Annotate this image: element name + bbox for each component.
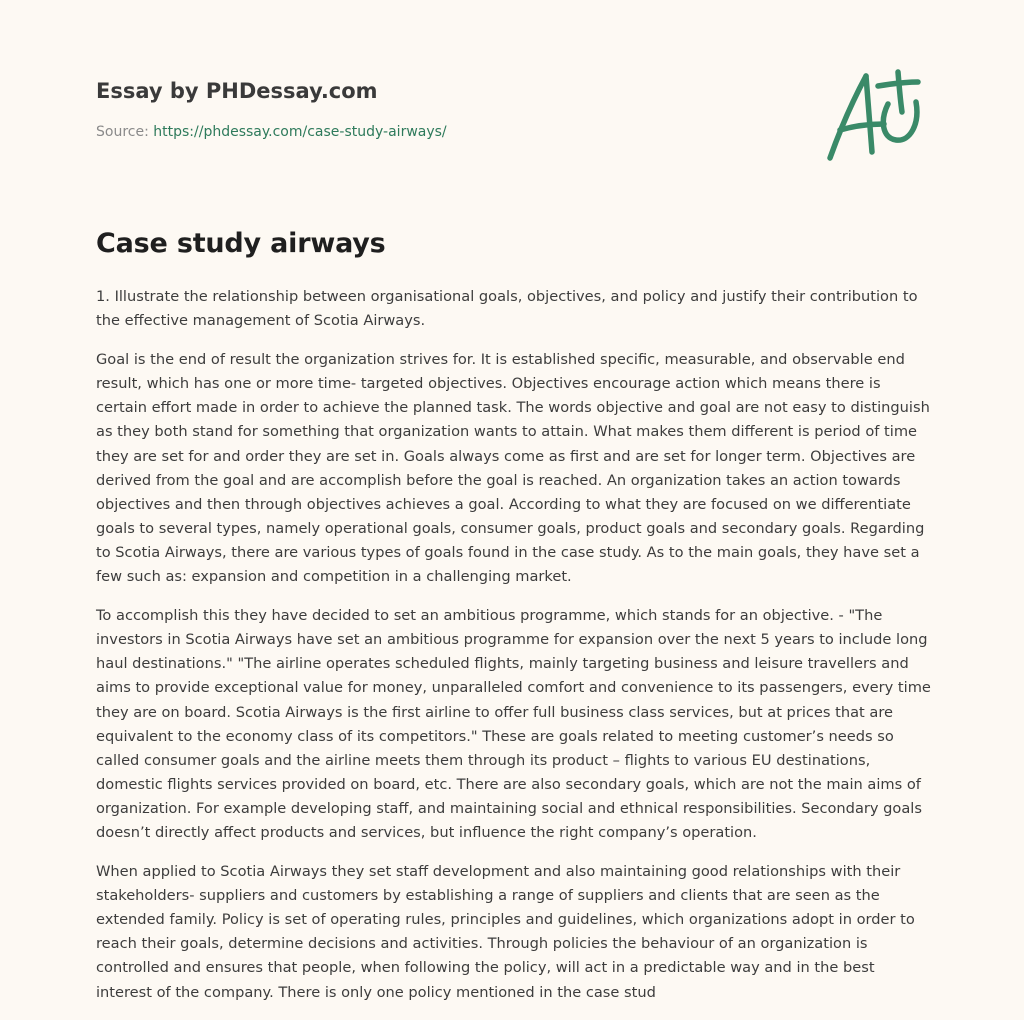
article-title: Case study airways [96, 228, 386, 259]
document-header [96, 78, 796, 142]
a-plus-logo-icon [822, 68, 930, 166]
source-label: Source: [96, 124, 154, 140]
article-paragraph: 1. Illustrate the relationship between organisational goals, objectives, and policy and justify their contribution to the effective management of Scotia Airways. [96, 288, 918, 330]
source-line [96, 122, 796, 142]
article-paragraph: To accomplish this they have decided to set an ambitious programme, which stands for an objective. - "The investors in Scotia Airways have set an ambitious programme for expansion over the next 5 years to include long haul destinations." "The airline operates scheduled flights, mainly targeting business and leisure travellers and aims to provide exceptional value for money, unparalleled comfort and convenience to its passengers, every time they are on board. Scotia Airways is the first airline to offer full business class services, but at prices that are equivalent to the economy class of its competitors." These are goals related to meeting customer’s needs so called consumer goals and the airline meets them through its product – flights to various EU destinations, domestic flights services provided on board, etc. There are also secondary goals, which are not the main aims of organization. For example developing staff, and maintaining social and ethnical responsibilities. Secondary goals doesn’t directly affect products and services, but influence the right company’s operation. [96, 607, 931, 841]
source-link[interactable]: https://phdessay.com/case-study-airways/ [153, 124, 447, 140]
article-body [96, 285, 932, 1020]
brand-title: Essay by PHDessay.com [96, 79, 378, 103]
article-paragraph: When applied to Scotia Airways they set staff development and also maintaining good relationships with their stakeholders- suppliers and customers by establishing a range of suppliers and clients that are seen as the extended family. Policy is set of operating rules, principles and guidelines, which organizations adopt in order to reach their goals, determine decisions and activities. Through policies the behaviour of an organization is controlled and ensures that people, when following the policy, will act in a predictable way and in the best interest of the company. There is only one policy mentioned in the case stud [96, 863, 915, 1001]
article-paragraph: Goal is the end of result the organization strives for. It is established specific, measurable, and observable end result, which has one or more time- targeted objectives. Objectives encourage action which means there is certain effort made in order to achieve the planned task. The words objective and goal are not easy to distinguish as they both stand for something that organization wants to attain. What makes them different is period of time they are set for and order they are set in. Goals always come as first and are set for longer term. Objectives are derived from the goal and are accomplish before the goal is reached. An organization takes an action towards objectives and then through objectives achieves a goal. According to what they are focused on we differentiate goals to several types, namely operational goals, consumer goals, product goals and secondary goals. Regarding to Scotia Airways, there are various types of goals found in the case study. As to the main goals, they have set a few such as: expansion and competition in a challenging market. [96, 351, 930, 586]
